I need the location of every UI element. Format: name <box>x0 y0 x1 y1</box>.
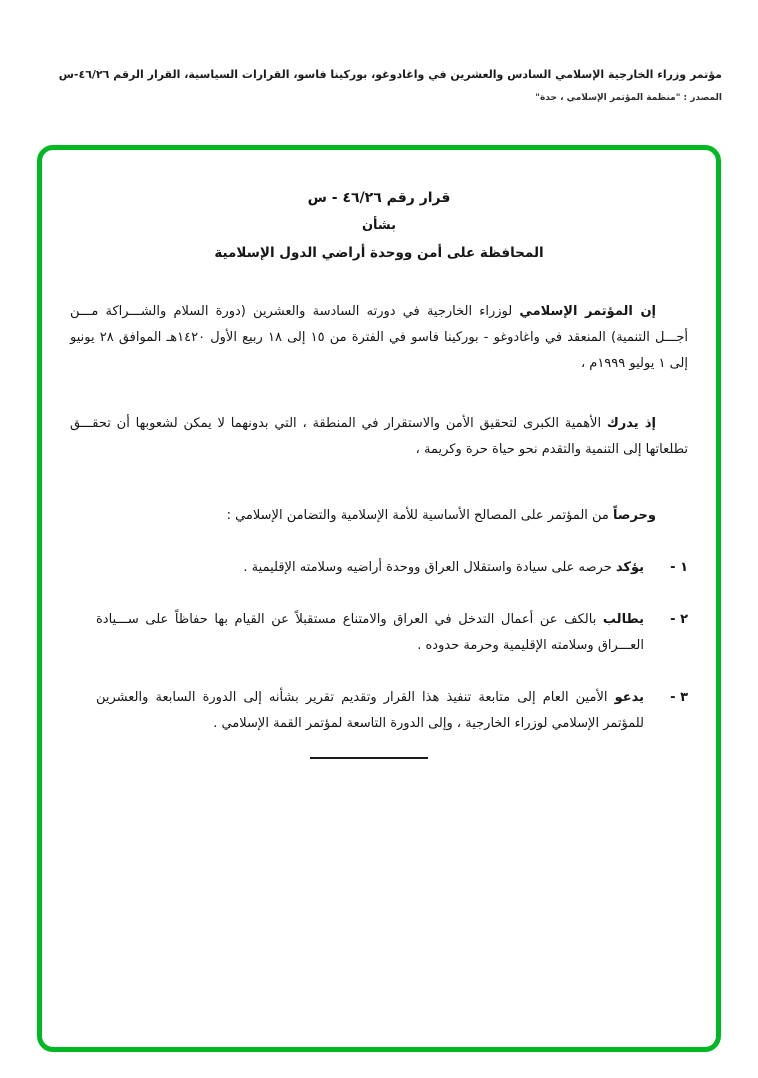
item-lead: يطالب <box>602 612 644 627</box>
item-rest: بالكف عن أعمال التدخل في العراق والامتناع مستقبلاً عن القيام بها حفاظاً على ســـيادة العـــراق وسلامته الإقليمية وحرمة حدوده . <box>96 612 644 653</box>
item-text <box>70 607 644 659</box>
subject-title: المحافظة على أمن ووحدة أراضي الدول الإسلامية <box>214 245 544 261</box>
title-block <box>68 190 690 261</box>
separator-line <box>310 757 428 759</box>
header-source: المصدر : "منظمة المؤتمر الإسلامي ، جدة" <box>535 93 722 103</box>
item-number: ١ - <box>670 560 688 575</box>
item-text <box>70 555 644 581</box>
document-content <box>42 150 716 1047</box>
header-citation: مؤتمر وزراء الخارجية الإسلامي السادس والعشرين في واغادوغو، بوركينا فاسو، القرارات السياسية، القرار الرقم ٤٦/٢٦-س <box>58 68 722 81</box>
operative-item-2 <box>70 607 688 659</box>
operative-item-3 <box>70 685 688 737</box>
paragraph-text: الأهمية الكبرى لتحقيق الأمن والاستقرار في المنطقة ، التي بدونهما لا يمكن لشعوبها أن تحقـــق تطلعاتها إلى التنمية والتقدم نحو حياة حرة وكريمة ، <box>70 416 688 457</box>
item-lead: يدعو <box>614 690 644 705</box>
preamble-paragraph-3 <box>70 503 688 529</box>
item-lead: يؤكد <box>615 560 644 575</box>
operative-items-list <box>70 555 688 737</box>
item-text <box>70 685 644 737</box>
about-label: بشأن <box>361 218 397 233</box>
item-rest: حرصه على سيادة واستقلال العراق ووحدة أراضيه وسلامته الإقليمية . <box>243 560 616 575</box>
paragraph-text: لوزراء الخارجية في دورته السادسة والعشرين (دورة السلام والشـــراكة مـــن أجـــل التنمية) المنعقد في واغادوغو - بوركينا فاسو في الفترة من ١٥ إلى ١٨ ربيع الأول ١٤٢٠هـ الموافق ٢٨ يونيو إلى ١ يوليو ١٩٩٩م ، <box>70 304 688 371</box>
resolution-title: قرار رقم ٤٦/٢٦ - س <box>307 190 451 206</box>
paragraph-text: من المؤتمر على المصالح الأساسية للأمة الإسلامية والتضامن الإسلامي : <box>226 508 614 523</box>
preamble-paragraph-1 <box>70 299 688 377</box>
item-number: ٣ - <box>670 690 688 705</box>
item-number: ٢ - <box>670 612 688 627</box>
paragraph-lead: إن المؤتمر الإسلامي <box>519 304 657 319</box>
document-frame <box>37 145 721 1052</box>
item-rest: الأمين العام إلى متابعة تنفيذ هذا القرار وتقديم تقرير بشأنه إلى الدورة السابعة والعشرين للمؤتمر الإسلامي لوزراء الخارجية ، وإلى الدورة التاسعة لمؤتمر القمة الإسلامي . <box>96 690 644 731</box>
paragraph-lead: وحرصاً <box>613 508 656 523</box>
paragraph-lead: إذ يدرك <box>606 416 656 431</box>
page-header <box>34 68 722 103</box>
operative-item-1 <box>70 555 688 581</box>
preamble-paragraph-2 <box>70 411 688 463</box>
